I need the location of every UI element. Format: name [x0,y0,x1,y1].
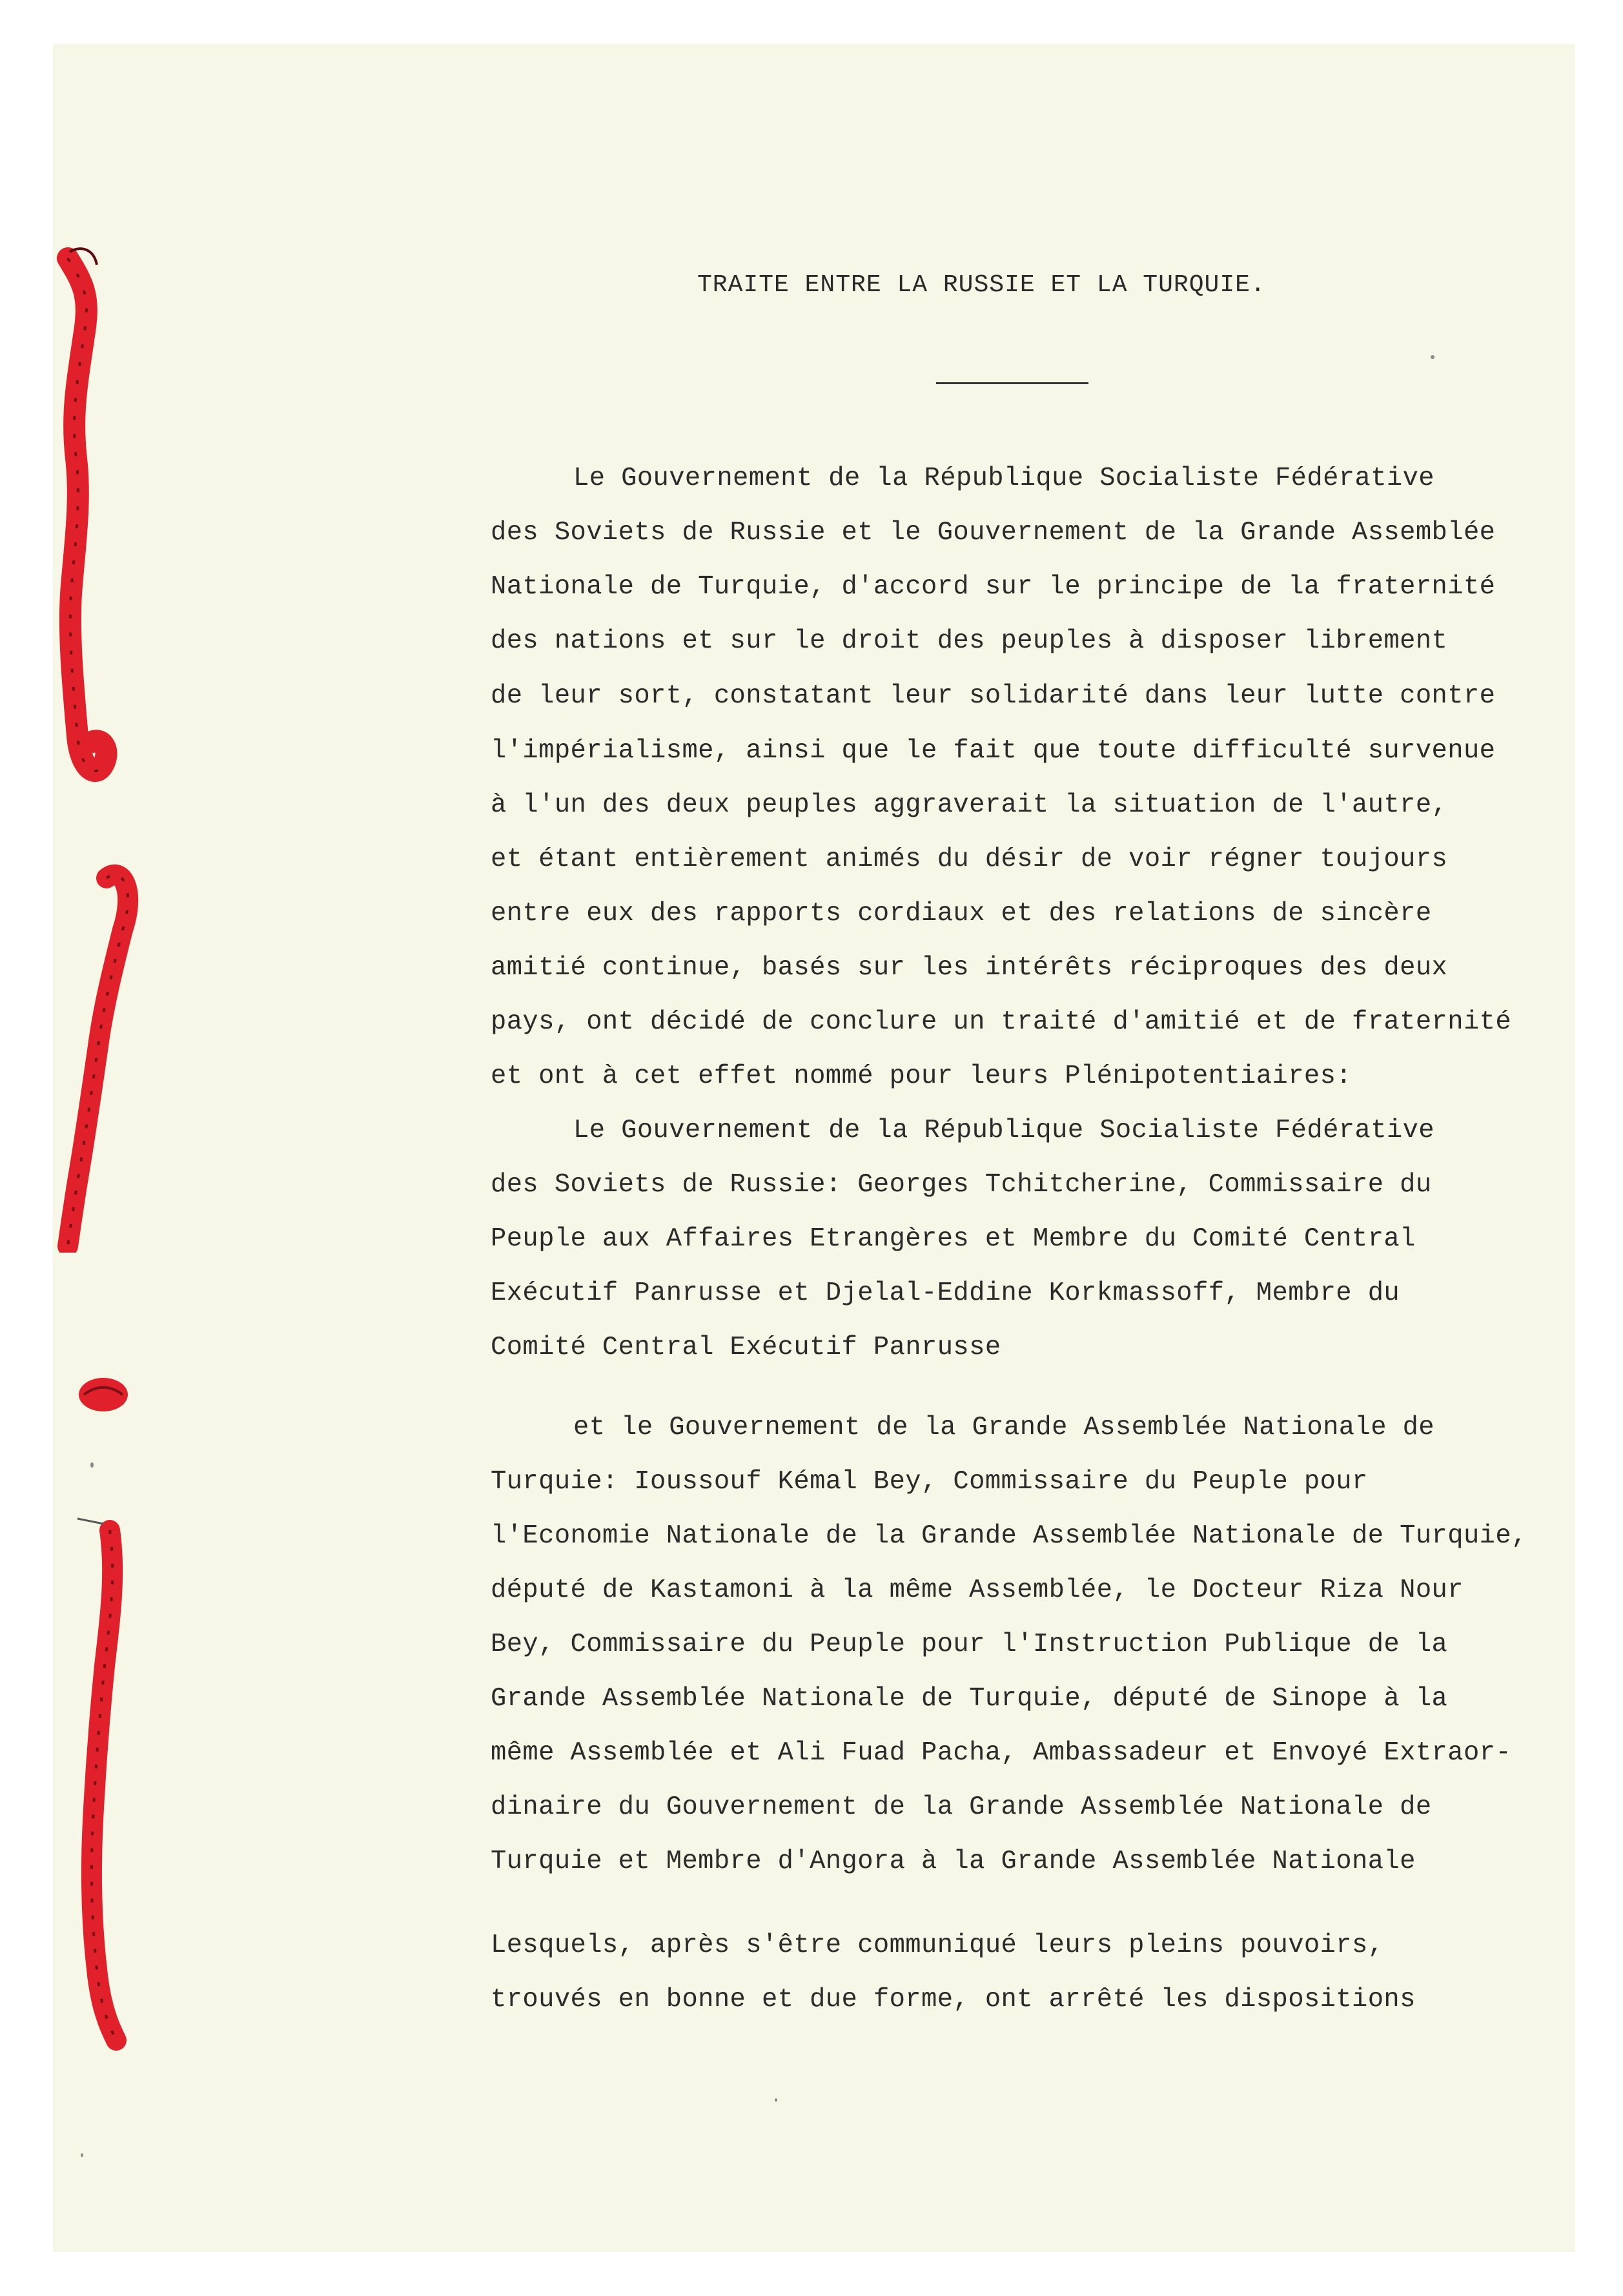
text-line: de leur sort, constatant leur solidarité dans leur lutte contre [491,681,1496,711]
text-line: dinaire du Gouvernement de la Grande Assemblée Nationale de [491,1792,1432,1822]
text-line: et le Gouvernement de la Grande Assemblée Nationale de [573,1413,1435,1442]
text-line: Lesquels, après s'être communiqué leurs pleins pouvoirs, [491,1931,1384,1960]
binding-cord-middle [52,852,142,1253]
text-line: et étant entièrement animés du désir de voir régner toujours [491,845,1448,874]
text-line: des Soviets de Russie et le Gouvernement de la Grande Assemblée [491,518,1496,548]
text-line: Le Gouvernement de la République Socialiste Fédérative [573,464,1435,493]
text-line: Grande Assemblée Nationale de Turquie, député de Sinope à la [491,1684,1448,1714]
text-line: entre eux des rapports cordiaux et des relations de sincère [491,899,1432,928]
text-line: Comité Central Exécutif Panrusse [491,1333,1001,1362]
document-page [53,44,1575,2252]
text-line: à l'un des deux peuples aggraverait la situation de l'autre, [491,790,1448,820]
text-line: pays, ont décidé de conclure un traité d'amitié et de fraternité [491,1007,1512,1037]
text-line: des nations et sur le droit des peuples à disposer librement [491,626,1448,656]
text-line: député de Kastamoni à la même Assemblée, le Docteur Riza Nour [491,1575,1464,1605]
text-line: trouvés en bonne et due forme, ont arrêté les dispositions [491,1985,1416,2014]
binding-cord-bottom [58,1511,142,2053]
document-title: TRAITE ENTRE LA RUSSIE ET LA TURQUIE. [697,271,1266,299]
text-line: amitié continue, basés sur les intérêts réciproques des deux [491,953,1448,983]
text-line: Nationale de Turquie, d'accord sur le principe de la fraternité [491,572,1496,602]
text-line: Bey, Commissaire du Peuple pour l'Instruction Publique de la [491,1630,1448,1659]
binding-cord-top [45,245,123,814]
text-line: l'Economie Nationale de la Grande Assemblée Nationale de Turquie, [491,1521,1527,1551]
text-line: Exécutif Panrusse et Djelal-Eddine Korkmassoff, Membre du [491,1278,1400,1308]
text-line: Le Gouvernement de la République Socialiste Fédérative [573,1116,1435,1145]
text-line: Turquie: Ioussouf Kémal Bey, Commissaire du Peuple pour [491,1467,1368,1497]
text-line: et ont à cet effet nommé pour leurs Plénipotentiaires: [491,1061,1352,1091]
text-line: Peuple aux Affaires Etrangères et Membre du Comité Central [491,1224,1416,1254]
text-line: l'impérialisme, ainsi que le fait que toute difficulté survenue [491,736,1496,766]
text-line: même Assemblée et Ali Fuad Pacha, Ambassadeur et Envoyé Extraor- [491,1738,1512,1768]
binding-cord-knot [71,1369,136,1420]
text-line: Turquie et Membre d'Angora à la Grande Assemblée Nationale [491,1847,1416,1876]
text-line: des Soviets de Russie: Georges Tchitcherine, Commissaire du [491,1170,1432,1200]
title-separator [936,382,1088,384]
